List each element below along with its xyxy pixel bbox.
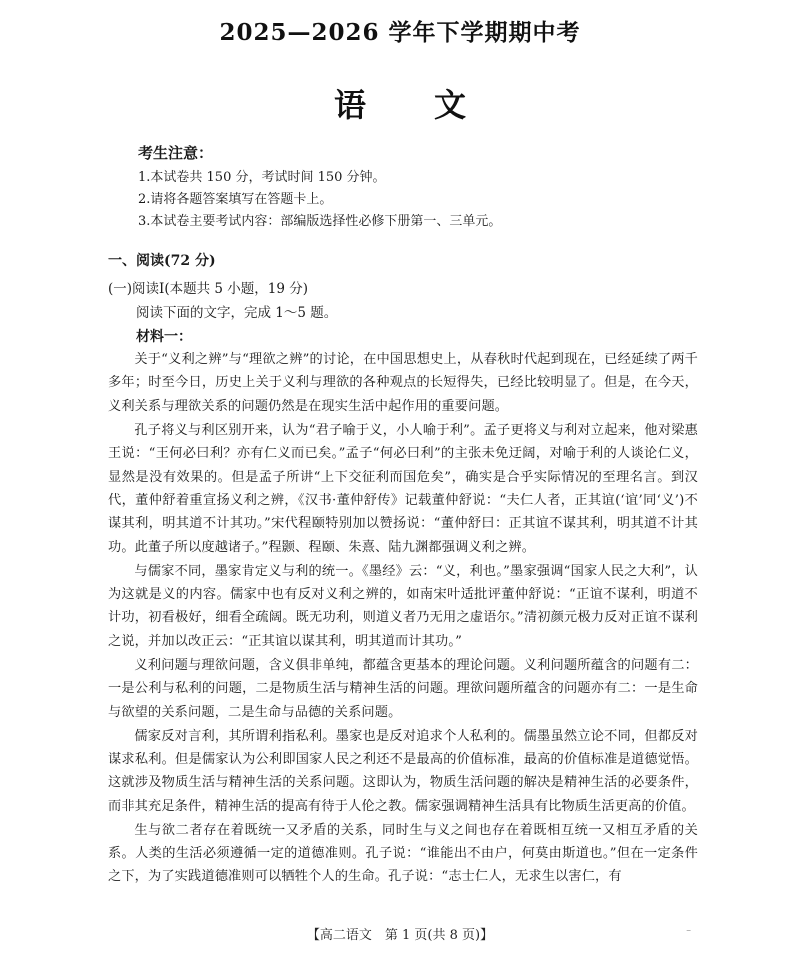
- notice-title: 考生注意：: [138, 144, 214, 162]
- reading-instruction: 阅读下面的文字，完成 1～5 题。: [136, 305, 338, 321]
- page-footer: 【高二语文 第 1 页(共 8 页)】: [306, 928, 494, 943]
- subject-char-2: 文: [434, 86, 467, 124]
- passage-paragraph: 义利问题与理欲问题，含义俱非单纯，都蕴含更基本的理论问题。义利问题所蕴含的问题有二：一是公利与私利的问题，二是物质生活与精神生活的问题。理欲问题所蕴含的问题亦有二：一是生命与欲望的关系问题，二是生命与品德的关系问题。: [108, 657, 698, 720]
- corner-mark: ⁻: [686, 928, 692, 939]
- passage-body: [108, 348, 698, 889]
- passage-paragraph: 儒家反对言利，其所谓利指私利。墨家也是反对追求个人私利的。儒墨虽然立论不同，但都反对谋求私利。但是儒家认为公利即国家人民之利还不是最高的价值标准，最高的价值标准是道德觉悟。这就涉及物质生活与精神生活的关系问题。这即认为，物质生活问题的解决是精神生活的必要条件，而非其充足条件，精神生活的提高有待于人伦之教。儒家强调精神生活具有比物质生活更高的价值。: [108, 728, 698, 814]
- subsection-heading: (一)阅读Ⅰ(本题共 5 小题，19 分): [108, 281, 309, 297]
- notice-item: 3.本试卷主要考试内容：部编版选择性必修下册第一、三单元。: [138, 214, 502, 229]
- passage-paragraph: 生与欲二者存在着既统一又矛盾的关系，同时生与义之间也存在着既相互统一又相互矛盾的关系。人类的生活必须遵循一定的道德准则。孔子说：“谁能出不由户，何莫由斯道也。”但在一定条件之下，为了实践道德准则可以牺牲个人的生命。孔子说：“志士仁人，无求生以害仁，有: [108, 822, 698, 885]
- exam-title: 2025—2026 学年下学期期中考: [219, 19, 581, 46]
- section-heading: 一、阅读(72 分): [108, 253, 216, 269]
- notice-item: 1.本试卷共 150 分，考试时间 150 分钟。: [138, 170, 386, 185]
- candidate-notice: [138, 142, 698, 233]
- material-label: 材料一：: [136, 329, 192, 345]
- passage-paragraph: 与儒家不同，墨家肯定义与利的统一。《墨经》云：“义，利也。”墨家强调“国家人民之大利”，认为这就是义的内容。儒家中也有反对义利之辨的，如南宋叶适批评董仲舒说：“正谊不谋利，明道不计功，初看极好，细看全疏阔。既无功利，则道义者乃无用之虚语尔。”清初颜元极力反对正谊不谋利之说，并加以改正云：“正其谊以谋其利，明其道而计其功。”: [108, 563, 698, 649]
- passage-paragraph: 关于“义利之辨”与“理欲之辨”的讨论，在中国思想史上，从春秋时代起到现在，已经延续了两千多年；时至今日，历史上关于义利与理欲的各种观点的长短得失，已经比较明显了。但是，在今天，义利关系与理欲关系的问题仍然是在现实生活中起作用的重要问题。: [108, 352, 698, 414]
- notice-item: 2.请将各题答案填写在答题卡上。: [138, 192, 333, 207]
- passage-paragraph: 孔子将义与利区别开来，认为“君子喻于义，小人喻于利”。孟子更将义与利对立起来，他对梁惠王说：“王何必曰利？亦有仁义而已矣。”孟子“何必曰利”的主张未免迂阔，对喻于利的人谈论仁义，显然是没有效果的。但是孟子所讲“上下交征利而国危矣”，确实是合乎实际情况的至理名言。到汉代，董仲舒着重宣扬义利之辨，《汉书·董仲舒传》记载董仲舒说：“夫仁人者，正其谊(‘谊’同‘义’)不谋其利，明其道不计其功。”宋代程颐特别加以赞扬说：“董仲舒曰：正其谊不谋其利，明其道不计其功。此董子所以度越诸子。”程颢、程颐、朱熹、陆九渊都强调义利之辨。: [108, 422, 698, 555]
- subject-char-1: 语: [333, 86, 366, 124]
- subject-title: [0, 80, 800, 126]
